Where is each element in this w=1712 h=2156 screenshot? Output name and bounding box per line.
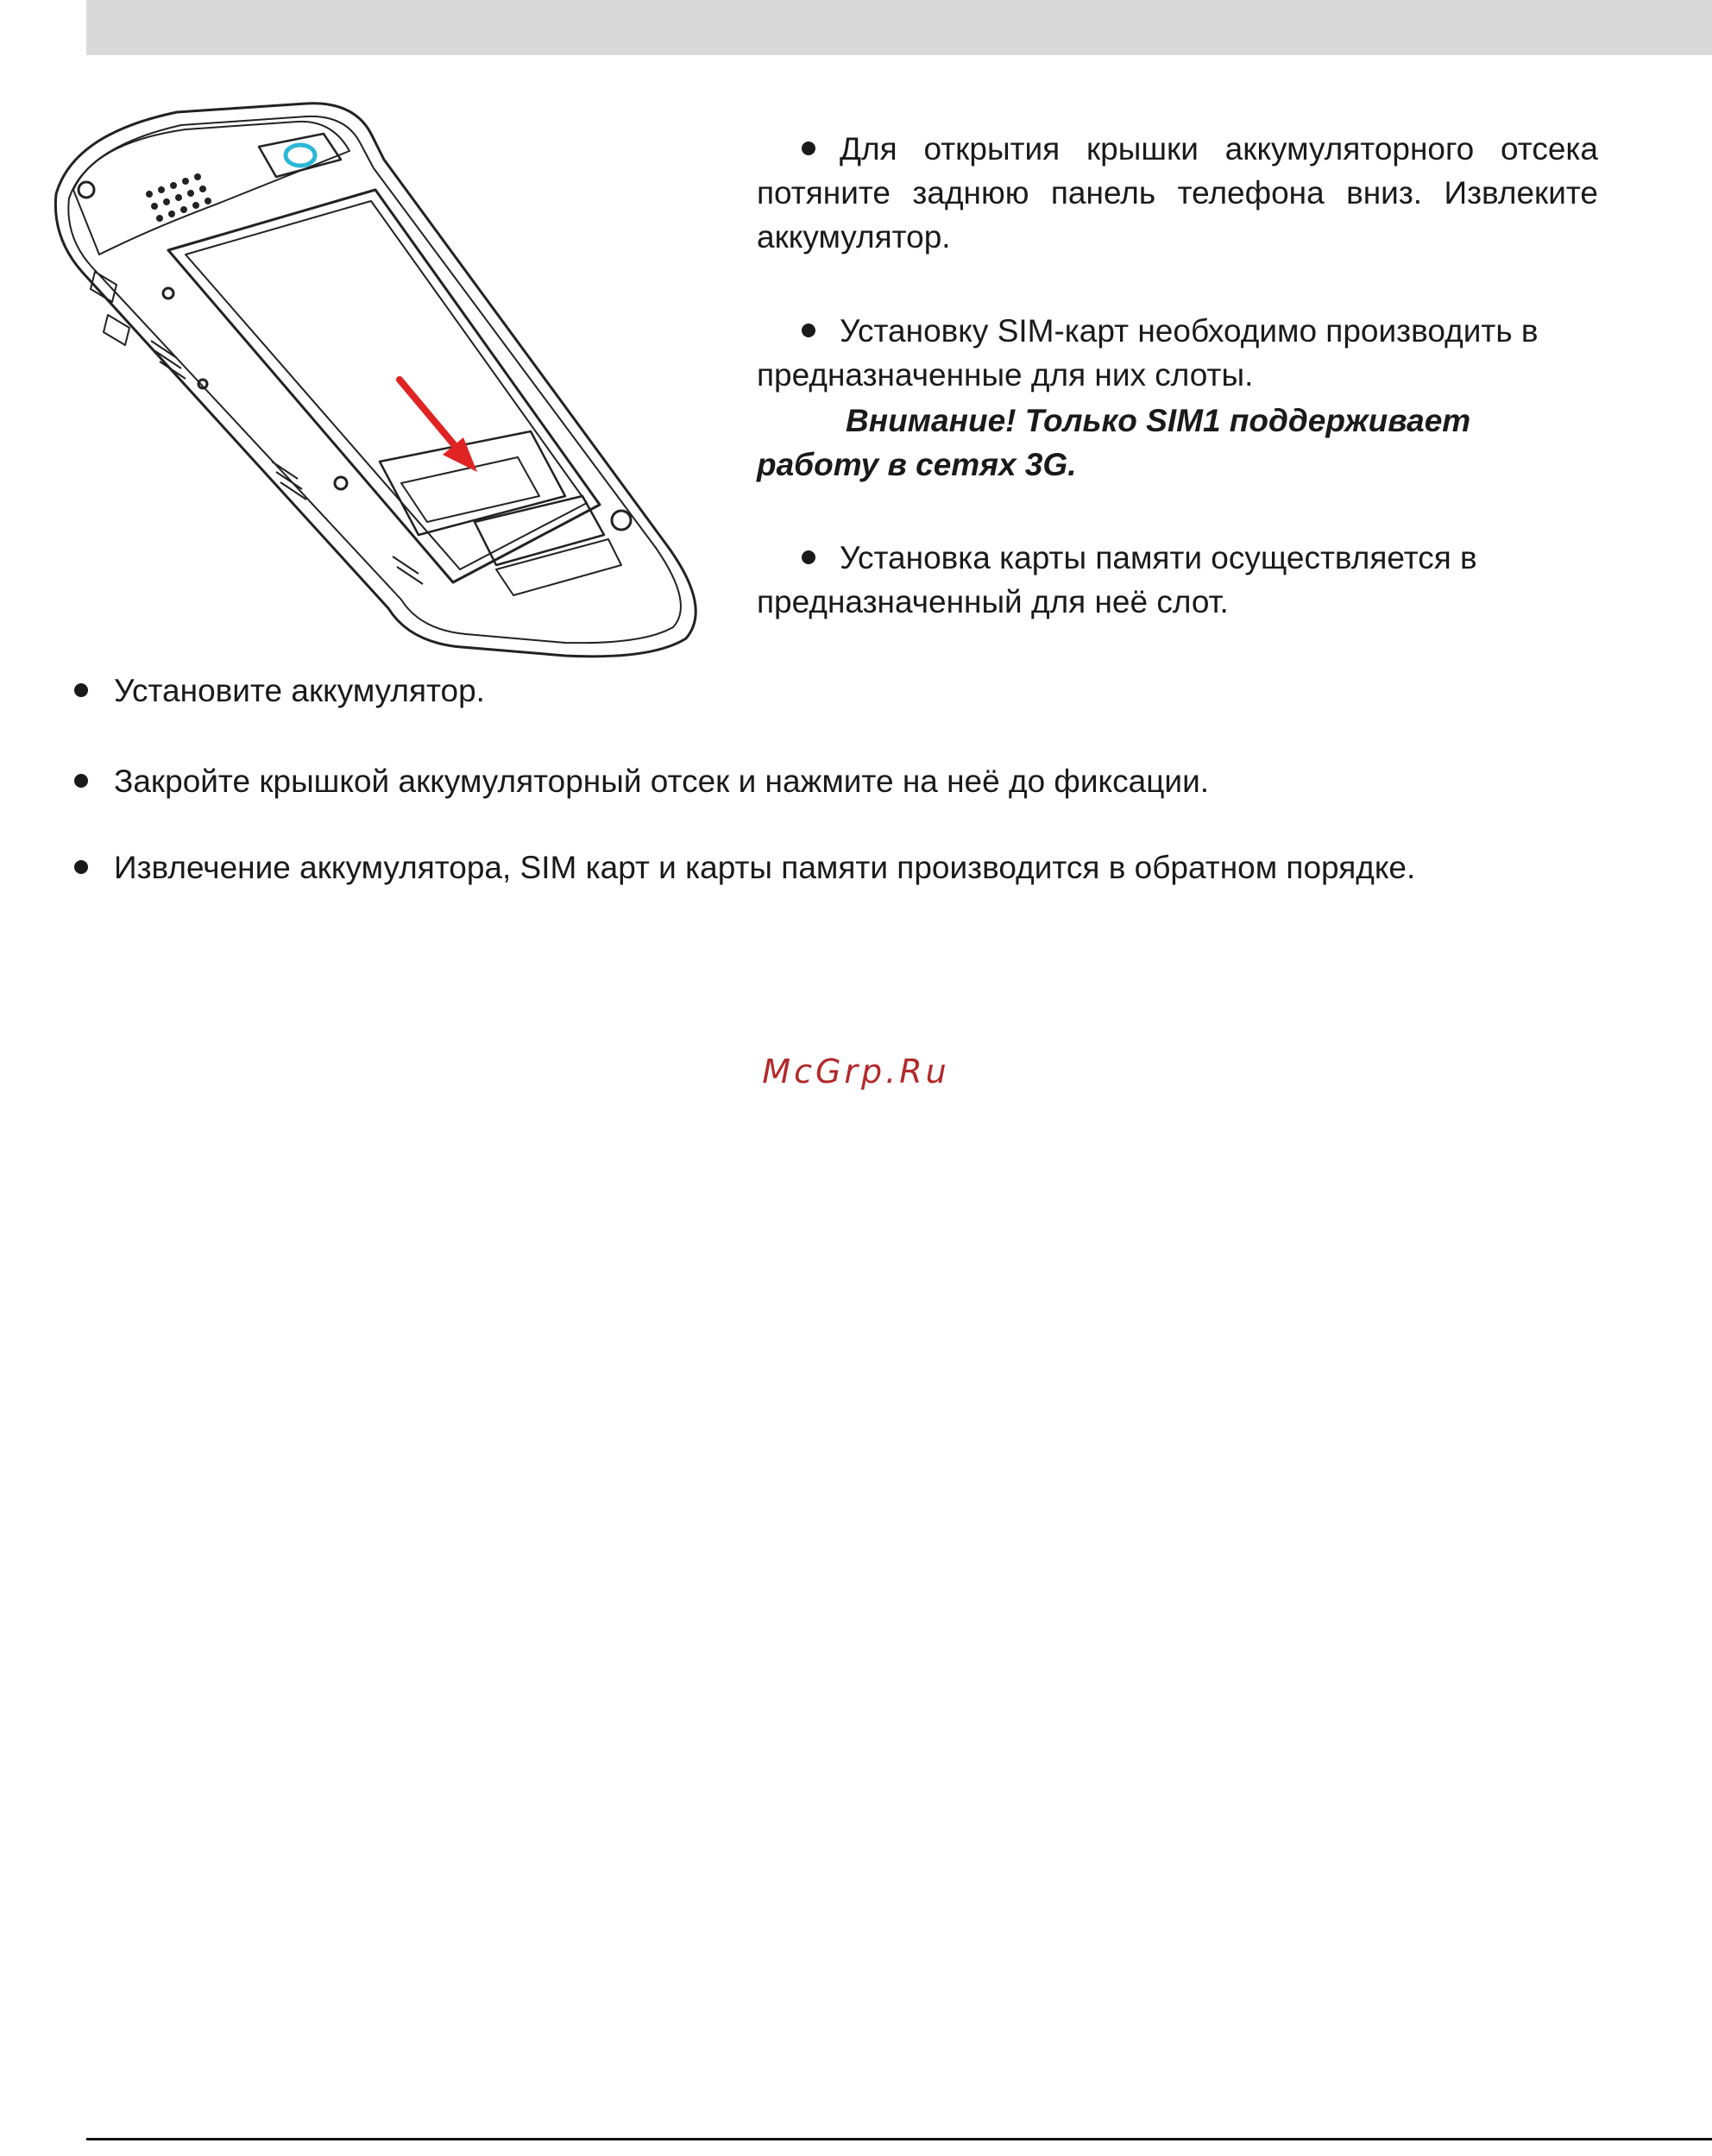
header-band <box>86 0 1712 55</box>
list-item-text: Закройте крышкой аккумуляторный отсек и нажмите на неё до фиксации. <box>114 764 1210 799</box>
bullet <box>74 683 88 697</box>
footer-rule <box>86 2138 1712 2140</box>
instruction-memory-card <box>757 536 1598 624</box>
phone-back-illustration <box>47 99 729 673</box>
bullet <box>74 774 88 788</box>
bullet <box>802 550 815 564</box>
watermark: McGrp.Ru <box>762 1053 950 1091</box>
instruction-memory-card-text: Установка карты памяти осуществляется в предназначенный для неё слот. <box>757 540 1477 619</box>
list-item-removal-order <box>74 845 1415 889</box>
instruction-sim <box>757 309 1598 397</box>
bullet <box>802 141 815 155</box>
bullet <box>802 324 815 337</box>
instruction-sim-text: Установку SIM-карт необходимо производить в предназначенные для них слоты. <box>757 313 1539 393</box>
list-item-install-battery <box>74 669 485 713</box>
warning-sim1-line2: работу в сетях 3G. <box>757 447 1077 482</box>
bullet <box>74 860 88 874</box>
list-item-text: Извлечение аккумулятора, SIM карт и карты памяти производится в обратном порядке. <box>114 850 1416 885</box>
instruction-open-cover-text: Для открытия крышки аккумуляторного отсека потяните заднюю панель телефона вниз. Извлеките аккумулятор. <box>757 131 1598 255</box>
list-item-close-cover <box>74 759 1209 803</box>
list-item-text: Установите аккумулятор. <box>114 673 485 708</box>
instruction-open-cover <box>757 127 1598 259</box>
warning-sim1-line1: Внимание! Только SIM1 поддерживает <box>846 403 1471 438</box>
